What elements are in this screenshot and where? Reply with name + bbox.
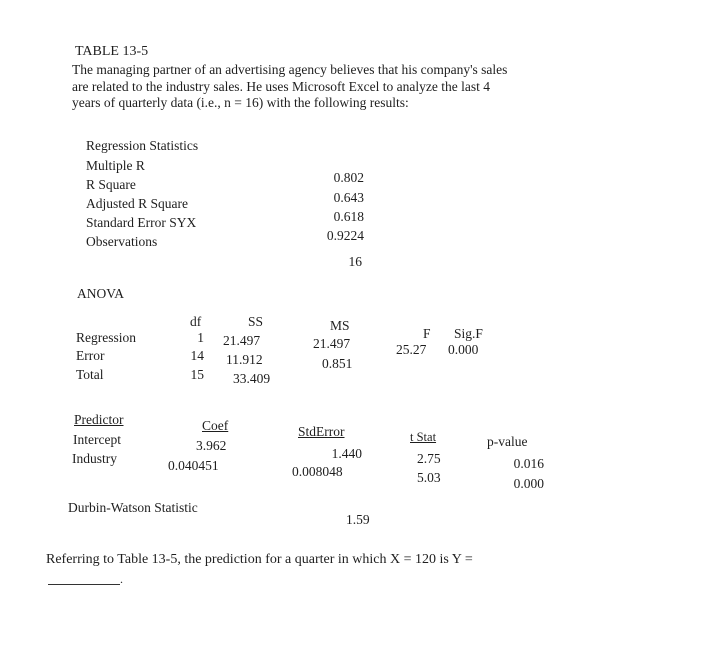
anova-df-regression: 1 [197, 330, 204, 345]
anova-ss-total: 33.409 [233, 371, 271, 386]
stat-label-observations: Observations [86, 234, 158, 249]
durbin-watson-value: 1.59 [346, 512, 370, 527]
anova-header-f: F [423, 326, 431, 341]
coef-header-predictor: Predictor [74, 412, 124, 427]
anova-f-regression: 25.27 [396, 342, 427, 357]
intro-line: The managing partner of an advertising agency believes that his company's sales [72, 62, 508, 77]
anova-ss-error: 11.912 [226, 352, 263, 367]
stat-label-adjusted-r-square: Adjusted R Square [86, 196, 188, 211]
anova-header-sigf: Sig.F [454, 326, 483, 341]
tstat-industry: 5.03 [417, 470, 441, 485]
coef-row-label-intercept: Intercept [73, 432, 121, 447]
intro-paragraph [72, 62, 682, 112]
stat-value-r-square: 0.643 [333, 190, 364, 205]
stat-label-multiple-r: Multiple R [86, 158, 145, 173]
stat-label-standard-error: Standard Error SYX [86, 215, 197, 230]
table-title: TABLE 13-5 [75, 44, 149, 59]
question-text: Referring to Table 13-5, the prediction for a quarter in which X = 120 is Y = [46, 552, 473, 567]
regression-statistics-heading: Regression Statistics [86, 138, 199, 153]
coef-value-intercept: 3.962 [196, 438, 227, 453]
anova-df-error: 14 [190, 348, 204, 363]
tstat-intercept: 2.75 [417, 451, 441, 466]
anova-ms-regression: 21.497 [313, 336, 351, 351]
pvalue-industry: 0.000 [513, 476, 544, 491]
anova-header-ms: MS [330, 318, 350, 333]
stat-value-standard-error: 0.9224 [326, 228, 364, 243]
stat-value-observations: 16 [348, 254, 362, 269]
anova-heading: ANOVA [77, 286, 125, 301]
intro-line: are related to the industry sales. He uses Microsoft Excel to analyze the last 4 [72, 78, 490, 94]
stat-label-r-square: R Square [86, 177, 136, 192]
anova-df-total: 15 [190, 367, 204, 382]
answer-blank [48, 584, 120, 585]
anova-ms-error: 0.851 [322, 356, 353, 371]
anova-sigf-regression: 0.000 [448, 342, 479, 357]
coef-header-coef: Coef [202, 418, 229, 433]
anova-row-label-regression: Regression [76, 330, 136, 345]
coef-row-label-industry: Industry [72, 451, 117, 466]
stderror-intercept: 1.440 [331, 446, 362, 461]
stderror-industry: 0.008048 [292, 464, 343, 479]
anova-row-label-error: Error [76, 348, 105, 363]
coef-header-pvalue: p-value [487, 434, 528, 449]
intro-line: years of quarterly data (i.e., n = 16) with the following results: [72, 95, 409, 110]
stat-value-adjusted-r-square: 0.618 [333, 209, 364, 224]
coef-header-stderror: StdError [298, 424, 345, 439]
anova-ss-regression: 21.497 [223, 333, 261, 348]
anova-row-label-total: Total [76, 367, 104, 382]
coef-header-tstat: t Stat [410, 430, 437, 444]
anova-header-df: df [190, 314, 202, 329]
coef-value-industry: 0.040451 [168, 458, 219, 473]
blank-suffix: . [120, 572, 123, 586]
stat-value-multiple-r: 0.802 [333, 170, 364, 185]
anova-header-ss: SS [248, 314, 264, 329]
durbin-watson-label: Durbin-Watson Statistic [68, 500, 198, 515]
pvalue-intercept: 0.016 [513, 456, 544, 471]
